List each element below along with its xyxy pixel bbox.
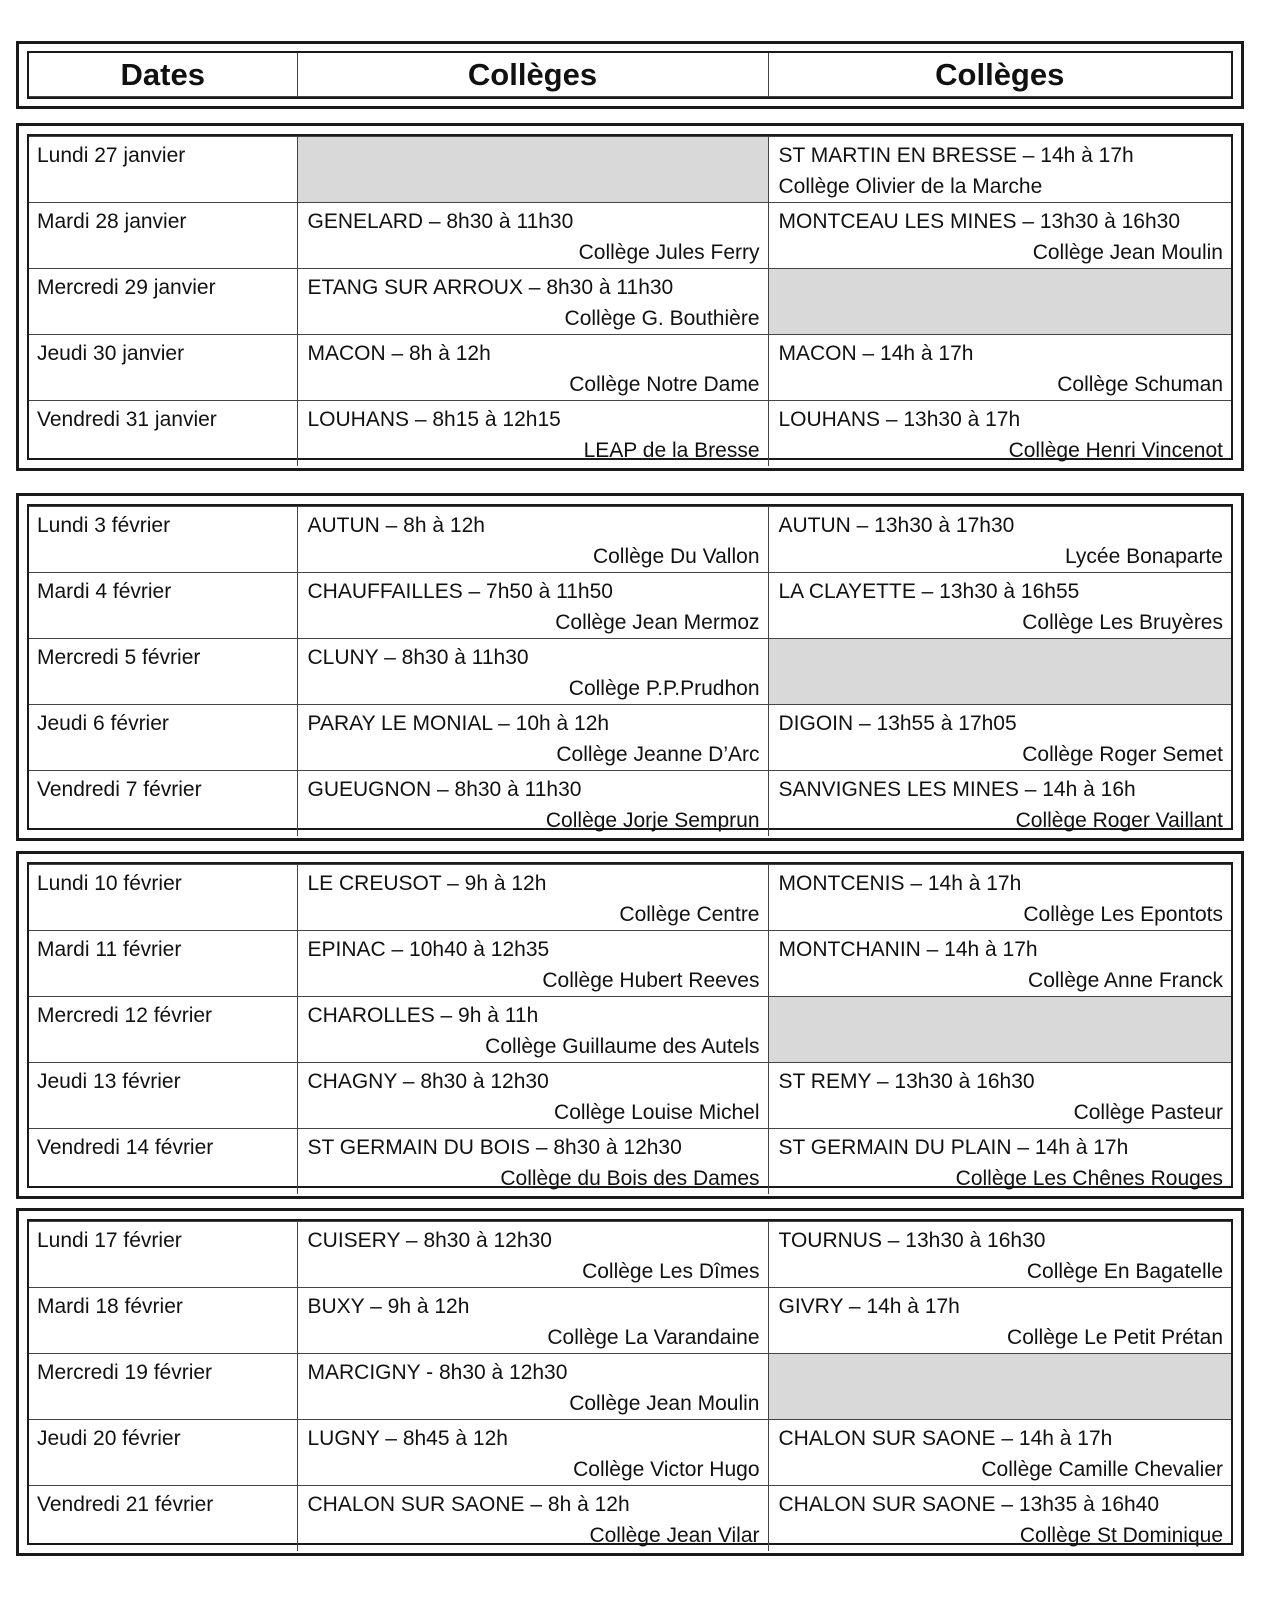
- slot-afternoon: [768, 573, 1231, 639]
- school-name: Collège Notre Dame: [569, 373, 760, 396]
- town-time: LOUHANS – 13h30 à 17h: [778, 408, 1021, 431]
- empty-slot-afternoon: [768, 269, 1231, 335]
- town-time: GUEUGNON – 8h30 à 11h30: [307, 778, 582, 801]
- school-name: Collège Louise Michel: [554, 1101, 760, 1124]
- date-cell: Jeudi 30 janvier: [29, 335, 297, 401]
- slot-afternoon: [768, 1129, 1231, 1195]
- school-name: Collège Roger Vaillant: [1015, 809, 1223, 832]
- school-name: Lycée Bonaparte: [1064, 545, 1223, 568]
- slot-afternoon: [768, 203, 1231, 269]
- town-time: MACON – 8h à 12h: [307, 342, 491, 365]
- town-time: ST GERMAIN DU BOIS – 8h30 à 12h30: [307, 1136, 682, 1159]
- town-time: MARCIGNY - 8h30 à 12h30: [307, 1361, 568, 1384]
- school-name: Collège Hubert Reeves: [542, 969, 760, 992]
- slot-afternoon: [768, 137, 1231, 203]
- town-time: MACON – 14h à 17h: [778, 342, 974, 365]
- school-name: Collège Olivier de la Marche: [778, 175, 1043, 198]
- slot-afternoon: [768, 865, 1231, 931]
- slot-morning: [297, 573, 768, 639]
- school-name: Collège du Bois des Dames: [500, 1167, 760, 1190]
- school-name: Collège Jean Moulin: [569, 1392, 760, 1415]
- table-row: [29, 1354, 1231, 1420]
- school-name: Collège Henri Vincenot: [1008, 439, 1223, 462]
- town-time: SANVIGNES LES MINES – 14h à 16h: [778, 778, 1136, 801]
- slot-afternoon: [768, 507, 1231, 573]
- slot-morning: [297, 1486, 768, 1552]
- week-table: [16, 493, 1244, 841]
- slot-morning: [297, 639, 768, 705]
- town-time: AUTUN – 13h30 à 17h30: [778, 514, 1015, 537]
- date-cell: Mercredi 12 février: [29, 997, 297, 1063]
- table-row: [29, 1486, 1231, 1552]
- school-name: Collège Les Dîmes: [582, 1260, 760, 1283]
- school-name: Collège Guillaume des Autels: [485, 1035, 760, 1058]
- school-name: Collège P.P.Prudhon: [568, 677, 760, 700]
- school-name: Collège La Varandaine: [547, 1326, 760, 1349]
- school-name: Collège Jean Vilar: [589, 1524, 760, 1547]
- table-row: [29, 573, 1231, 639]
- slot-morning: [297, 1420, 768, 1486]
- town-time: ST GERMAIN DU PLAIN – 14h à 17h: [778, 1136, 1129, 1159]
- town-time: LA CLAYETTE – 13h30 à 16h55: [778, 580, 1080, 603]
- town-time: GENELARD – 8h30 à 11h30: [307, 210, 574, 233]
- header-dates: Dates: [29, 53, 297, 97]
- table-row: [29, 203, 1231, 269]
- week-table: [16, 123, 1244, 471]
- table-row: [29, 269, 1231, 335]
- school-name: Collège Victor Hugo: [573, 1458, 760, 1481]
- slot-morning: [297, 1288, 768, 1354]
- town-time: CHAUFFAILLES – 7h50 à 11h50: [307, 580, 613, 603]
- school-name: Collège Schuman: [1057, 373, 1223, 396]
- slot-morning: [297, 335, 768, 401]
- school-name: Collège Jules Ferry: [578, 241, 760, 264]
- school-name: Collège En Bagatelle: [1026, 1260, 1223, 1283]
- school-name: LEAP de la Bresse: [583, 439, 760, 462]
- town-time: MONTCHANIN – 14h à 17h: [778, 938, 1038, 961]
- date-cell: Lundi 27 janvier: [29, 137, 297, 203]
- slot-morning: [297, 771, 768, 837]
- empty-slot-afternoon: [768, 997, 1231, 1063]
- school-name: Collège St Dominique: [1019, 1524, 1223, 1547]
- school-name: Collège Les Epontots: [1023, 903, 1223, 926]
- school-name: Collège Pasteur: [1073, 1101, 1223, 1124]
- table-row: [29, 137, 1231, 203]
- date-cell: Vendredi 21 février: [29, 1486, 297, 1552]
- slot-afternoon: [768, 1486, 1231, 1552]
- school-name: Collège Centre: [619, 903, 760, 926]
- town-time: GIVRY – 14h à 17h: [778, 1295, 960, 1318]
- date-cell: Mercredi 5 février: [29, 639, 297, 705]
- empty-slot-morning: [297, 137, 768, 203]
- town-time: AUTUN – 8h à 12h: [307, 514, 485, 537]
- table-row: [29, 1288, 1231, 1354]
- table-row: [29, 507, 1231, 573]
- date-cell: Mardi 11 février: [29, 931, 297, 997]
- town-time: CHAGNY – 8h30 à 12h30: [307, 1070, 549, 1093]
- date-cell: Lundi 17 février: [29, 1222, 297, 1288]
- date-cell: Mercredi 29 janvier: [29, 269, 297, 335]
- school-name: Collège Anne Franck: [1028, 969, 1223, 992]
- school-name: Collège Jean Moulin: [1032, 241, 1223, 264]
- slot-afternoon: [768, 401, 1231, 467]
- town-time: ETANG SUR ARROUX – 8h30 à 11h30: [307, 276, 674, 299]
- date-cell: Vendredi 31 janvier: [29, 401, 297, 467]
- slot-morning: [297, 269, 768, 335]
- slot-morning: [297, 997, 768, 1063]
- town-time: ST REMY – 13h30 à 16h30: [778, 1070, 1035, 1093]
- date-cell: Jeudi 13 février: [29, 1063, 297, 1129]
- town-time: CHALON SUR SAONE – 13h35 à 16h40: [778, 1493, 1160, 1516]
- town-time: PARAY LE MONIAL – 10h à 12h: [307, 712, 610, 735]
- date-cell: Lundi 10 février: [29, 865, 297, 931]
- slot-morning: [297, 1063, 768, 1129]
- table-row: [29, 997, 1231, 1063]
- town-time: CLUNY – 8h30 à 11h30: [307, 646, 529, 669]
- school-name: Collège Jorje Semprun: [545, 809, 760, 832]
- town-time: CUISERY – 8h30 à 12h30: [307, 1229, 552, 1252]
- header-table: [16, 41, 1244, 109]
- table-row: [29, 1063, 1231, 1129]
- header-colleges-afternoon: Collèges: [768, 53, 1231, 97]
- school-name: Collège Camille Chevalier: [981, 1458, 1223, 1481]
- table-row: [29, 1420, 1231, 1486]
- school-name: Collège Les Chênes Rouges: [955, 1167, 1223, 1190]
- table-row: [29, 639, 1231, 705]
- week-table: [16, 851, 1244, 1199]
- table-row: [29, 705, 1231, 771]
- school-name: Collège Du Vallon: [592, 545, 760, 568]
- slot-morning: [297, 203, 768, 269]
- town-time: LE CREUSOT – 9h à 12h: [307, 872, 547, 895]
- slot-morning: [297, 1222, 768, 1288]
- date-cell: Lundi 3 février: [29, 507, 297, 573]
- slot-morning: [297, 1129, 768, 1195]
- town-time: CHALON SUR SAONE – 14h à 17h: [778, 1427, 1113, 1450]
- school-name: Collège Le Petit Prétan: [1007, 1326, 1223, 1349]
- date-cell: Mardi 4 février: [29, 573, 297, 639]
- town-time: LOUHANS – 8h15 à 12h15: [307, 408, 561, 431]
- date-cell: Mercredi 19 février: [29, 1354, 297, 1420]
- town-time: EPINAC – 10h40 à 12h35: [307, 938, 550, 961]
- slot-afternoon: [768, 1222, 1231, 1288]
- slot-morning: [297, 1354, 768, 1420]
- town-time: TOURNUS – 13h30 à 16h30: [778, 1229, 1046, 1252]
- date-cell: Mardi 18 février: [29, 1288, 297, 1354]
- table-row: [29, 1222, 1231, 1288]
- empty-slot-afternoon: [768, 1354, 1231, 1420]
- slot-afternoon: [768, 1063, 1231, 1129]
- town-time: DIGOIN – 13h55 à 17h05: [778, 712, 1017, 735]
- school-name: Collège Roger Semet: [1022, 743, 1223, 766]
- town-time: CHALON SUR SAONE – 8h à 12h: [307, 1493, 630, 1516]
- school-name: Collège Les Bruyères: [1022, 611, 1223, 634]
- school-name: Collège G. Bouthière: [564, 307, 760, 330]
- slot-afternoon: [768, 931, 1231, 997]
- table-row: [29, 401, 1231, 467]
- town-time: LUGNY – 8h45 à 12h: [307, 1427, 508, 1450]
- slot-morning: [297, 865, 768, 931]
- slot-afternoon: [768, 1288, 1231, 1354]
- town-time: ST MARTIN EN BRESSE – 14h à 17h: [778, 144, 1134, 167]
- town-time: MONTCENIS – 14h à 17h: [778, 872, 1022, 895]
- table-row: [29, 931, 1231, 997]
- slot-morning: [297, 705, 768, 771]
- slot-afternoon: [768, 1420, 1231, 1486]
- date-cell: Vendredi 14 février: [29, 1129, 297, 1195]
- table-row: [29, 865, 1231, 931]
- table-row: [29, 771, 1231, 837]
- town-time: BUXY – 9h à 12h: [307, 1295, 470, 1318]
- date-cell: Jeudi 20 février: [29, 1420, 297, 1486]
- slot-afternoon: [768, 705, 1231, 771]
- week-table: [16, 1208, 1244, 1556]
- table-row: [29, 335, 1231, 401]
- slot-morning: [297, 507, 768, 573]
- school-name: Collège Jean Mermoz: [555, 611, 760, 634]
- header-colleges-morning: Collèges: [297, 53, 768, 97]
- date-cell: Mardi 28 janvier: [29, 203, 297, 269]
- slot-morning: [297, 931, 768, 997]
- date-cell: Jeudi 6 février: [29, 705, 297, 771]
- school-name: Collège Jeanne D’Arc: [556, 743, 760, 766]
- town-time: MONTCEAU LES MINES – 13h30 à 16h30: [778, 210, 1181, 233]
- table-row: [29, 1129, 1231, 1195]
- slot-afternoon: [768, 771, 1231, 837]
- slot-morning: [297, 401, 768, 467]
- slot-afternoon: [768, 335, 1231, 401]
- date-cell: Vendredi 7 février: [29, 771, 297, 837]
- empty-slot-afternoon: [768, 639, 1231, 705]
- town-time: CHAROLLES – 9h à 11h: [307, 1004, 539, 1027]
